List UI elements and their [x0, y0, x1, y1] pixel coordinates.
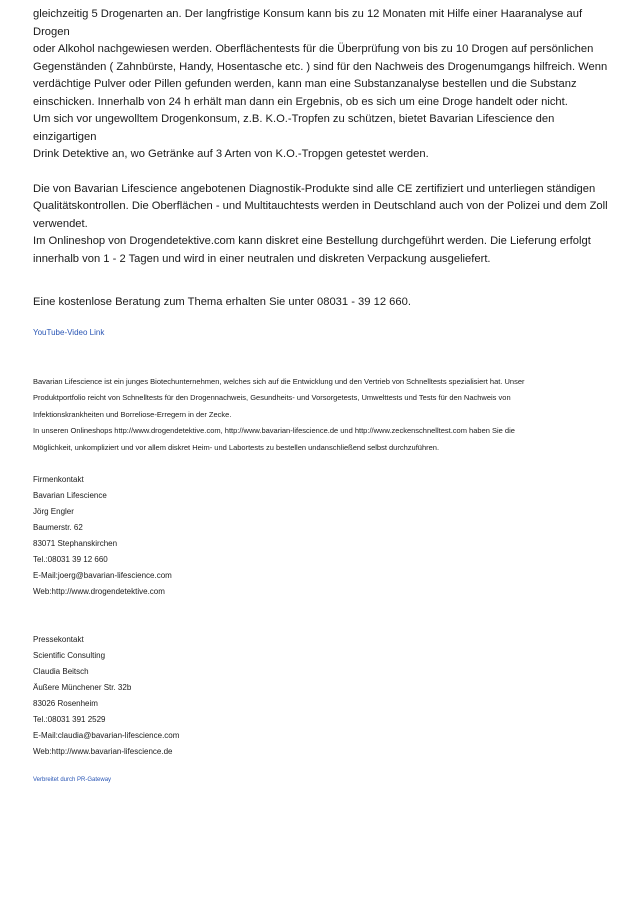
company-name: Scientific Consulting: [33, 651, 106, 660]
text-line: innerhalb von 1 - 2 Tagen und wird in einer neutralen und diskreten Verpackung ausgeliefert.: [33, 252, 491, 265]
pressekontakt-heading: Pressekontakt: [33, 635, 84, 644]
city-address: 83071 Stephanskirchen: [33, 539, 118, 548]
firmenkontakt-block: [33, 472, 610, 600]
main-text: [33, 6, 610, 312]
city-address: 83026 Rosenheim: [33, 699, 98, 708]
paragraph-certification: [33, 181, 610, 269]
text-line: Qualitätskontrollen. Die Oberflächen - und Multitauchtests werden in Deutschland auch von der Polizei und dem Zoll: [33, 200, 608, 212]
contact-person: Jörg Engler: [33, 507, 74, 516]
paragraph-drug-tests: [33, 6, 610, 164]
text-line: Im Onlineshop von Drogendetektive.com kann diskret eine Bestellung durchgeführt werden. Die Lieferung erfolgt: [33, 235, 591, 247]
website: Web:http://www.bavarian-lifescience.de: [33, 747, 173, 756]
paragraph-consultation: Eine kostenlose Beratung zum Thema erhalten Sie unter 08031 - 39 12 660.: [33, 296, 411, 308]
text-line: In unseren Onlineshops http://www.drogendetektive.com, http://www.bavarian-lifescience.de und http://www.zeckenschnelltest.com haben Sie die: [33, 426, 515, 435]
text-line: Gegenständen ( Zahnbürste, Handy, Hosentasche etc. ) sind für den Nachweis des Drogenumgangs hilfreich. Wenn: [33, 60, 608, 73]
text-line: einschicken. Innerhalb von 24 h erhält man dann ein Ergebnis, ob es sich um eine Droge handelt oder nicht.: [33, 95, 568, 108]
text-line: Möglichkeit, unkompliziert und vor allem diskret Heim- und Labortests zu bestellen undanschließend selbst durchzuführen.: [33, 442, 440, 452]
phone: Tel.:08031 39 12 660: [33, 555, 108, 564]
text-line: gleichzeitig 5 Drogenarten an. Der langfristige Konsum kann bis zu 12 Monaten mit Hilfe einer Haaranalyse auf Drogen: [33, 8, 583, 38]
text-line: Um sich vor ungewolltem Drogenkonsum, z.B. K.O.-Tropfen zu schützen, bietet Bavarian Lifescience den einzigartigen: [33, 113, 555, 143]
street-address: Baumerstr. 62: [33, 523, 83, 532]
firmenkontakt-heading: Firmenkontakt: [33, 475, 84, 484]
pr-gateway-link[interactable]: Verbreitet durch PR-Gateway: [33, 777, 112, 783]
phone: Tel.:08031 391 2529: [33, 715, 106, 724]
text-line: Drink Detektive an, wo Getränke auf 3 Arten von K.O.-Tropgen getestet werden.: [33, 148, 429, 160]
text-line: Bavarian Lifescience ist ein junges Biotechunternehmen, welches sich auf die Entwicklung und den Vertrieb von Schnelltests spezialisiert hat. Unser: [33, 376, 525, 386]
website: Web:http://www.drogendetektive.com: [33, 587, 165, 596]
youtube-video-link[interactable]: YouTube-Video Link: [33, 327, 105, 337]
youtube-link-row: [33, 322, 610, 342]
text-line: Die von Bavarian Lifescience angebotenen Diagnostik-Produkte sind alle CE zertifiziert und unterliegen ständigen: [33, 182, 596, 195]
text-line: oder Alkohol nachgewiesen werden. Oberflächentests für die Überprüfung von bis zu 10 Drogen auf persönlichen: [33, 43, 594, 55]
text-line: verwendet.: [33, 217, 88, 230]
text-line: verdächtige Pulver oder Pillen gefunden werden, kann man eine Substanzanalyse bestellen und die Substanz: [33, 78, 577, 90]
text-line: Infektionskrankheiten und Borreliose-Erregern in der Zecke.: [33, 409, 232, 419]
company-about: [33, 374, 610, 457]
footer-link-row: [33, 768, 610, 786]
pressekontakt-block: [33, 632, 610, 760]
contact-person: Claudia Beitsch: [33, 667, 89, 676]
email: E-Mail:joerg@bavarian-lifescience.com: [33, 571, 172, 580]
company-name: Bavarian Lifescience: [33, 491, 107, 500]
email: E-Mail:claudia@bavarian-lifescience.com: [33, 731, 180, 740]
text-line: Produktportfolio reicht von Schnelltests für den Drogennachweis, Gesundheits- und Vorsorgetests, Umwelttests und Tests für den Nachweis von: [33, 393, 511, 402]
street-address: Äußere Münchener Str. 32b: [33, 683, 132, 692]
